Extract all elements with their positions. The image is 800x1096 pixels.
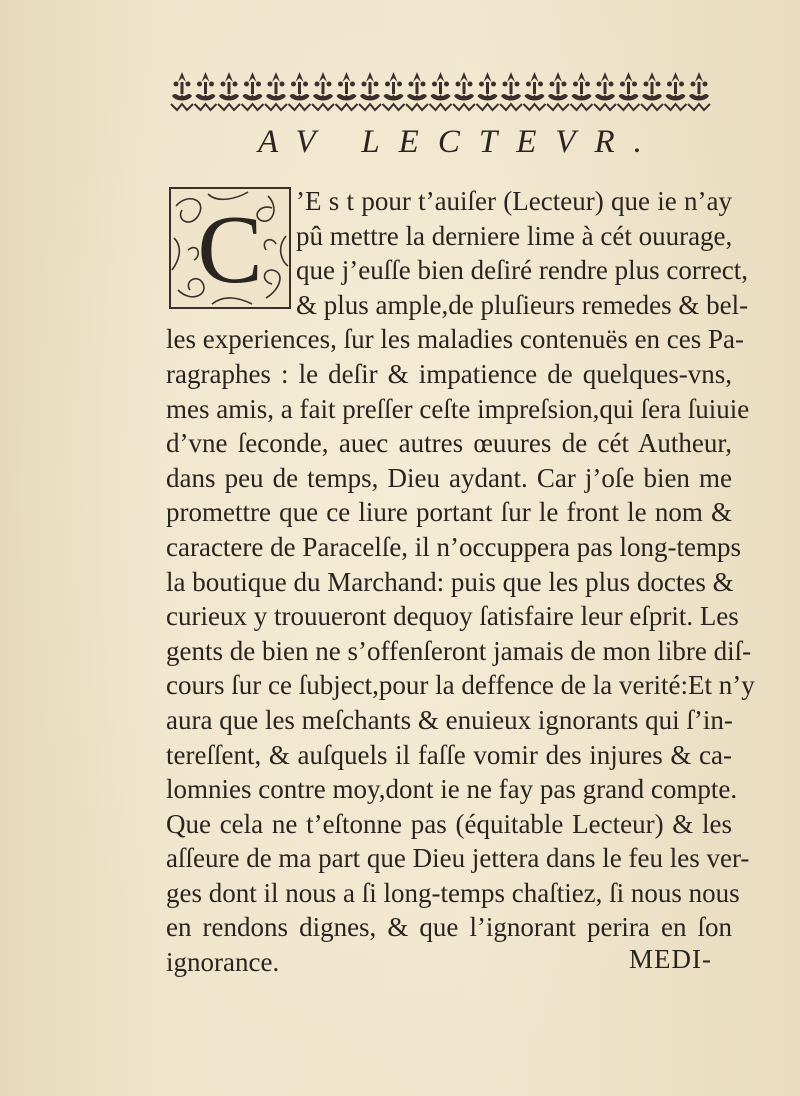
text-line: la boutique du Marchand: puis que les plus doctes &: [166, 566, 734, 597]
text-line: ges dont il nous a ſi long-temps chaſtiez, ſi nous nous: [166, 877, 740, 908]
fleuron-icon: [641, 72, 663, 110]
fleuron-icon: [477, 72, 499, 110]
fleuron-icon: [688, 72, 710, 110]
fleuron-icon: [547, 72, 569, 110]
svg-text:C: C: [197, 196, 263, 304]
text-line: Que cela ne t’eſtonne pas (équitable Lecteur) & les: [166, 808, 732, 839]
fleuron-icon: [453, 72, 475, 110]
text-line: gents de bien ne s’offenſeront jamais de mon libre diſ-: [166, 635, 752, 666]
text-line: en rendons dignes, & que l’ignorant perira en ſon: [166, 912, 732, 943]
fleuron-icon: [594, 72, 616, 110]
text-line: les experiences, ſur les maladies contenuës en ces Pa-: [166, 324, 745, 355]
fleuron-icon: [242, 72, 264, 110]
fleuron-ornament-band: [170, 66, 730, 116]
text-line: aura que les meſchants & enuieux ignorants qui ſ’in-: [166, 704, 733, 735]
fleuron-icon: [618, 72, 640, 110]
fleuron-icon: [430, 72, 452, 110]
fleuron-icon: [171, 72, 193, 110]
catchword: MEDI-: [629, 944, 712, 974]
text-line: lomnies contre moy,dont ie ne fay pas grand compte.: [166, 774, 738, 805]
fleuron-icon: [218, 72, 240, 110]
text-line: tereſſent, & auſquels il faſſe vomir des injures & ca-: [166, 739, 732, 770]
fleuron-icon: [524, 72, 546, 110]
fleuron-icon: [336, 72, 358, 110]
text-line: dans peu de temps, Dieu aydant. Car j’oſe bien me: [166, 462, 732, 493]
text-line: que j’euſſe bien deſiré rendre plus correct,: [296, 255, 749, 286]
text-line: & plus ample,de pluſieurs remedes & bel-: [296, 289, 749, 320]
fleuron-icon: [359, 72, 381, 110]
text-line: cours ſur ce ſubject,pour la deffence de la verité:Et n’y: [166, 670, 755, 701]
text-line: ragraphes : le deſir & impatience de quelques-vns,: [166, 358, 732, 389]
fleuron-icon: [289, 72, 311, 110]
body-text: [166, 184, 755, 980]
fleuron-icon: [665, 72, 687, 110]
text-line: promettre que ce liure portant ſur le front le nom &: [166, 497, 732, 528]
text-line: caractere de Paracelſe, il n’occuppera pas long-temps: [166, 531, 741, 562]
text-line: pû mettre la derniere lime à cét ouurage,: [296, 220, 733, 251]
text-line: ignorance.: [166, 947, 280, 978]
text-line: ’E s t pour t’auiſer (Lecteur) que ie n’ay: [296, 186, 732, 216]
fleuron-icon: [406, 72, 428, 110]
fleuron-icon: [383, 72, 405, 110]
text-line: d’vne ſeconde, auec autres œuures de cét Autheur,: [166, 428, 732, 459]
text-line: curieux y trouueront dequoy ſatisfaire leur eſprit. Les: [166, 601, 739, 632]
fleuron-icon: [265, 72, 287, 110]
fleuron-icon: [312, 72, 334, 110]
page-heading: AV LECTEVR.: [258, 124, 661, 160]
text-line: mes amis, a fait preſſer ceſte impreſsion,qui ſera ſuiuie: [166, 393, 750, 424]
fleuron-icon: [500, 72, 522, 110]
fleuron-icon: [571, 72, 593, 110]
text-line: aſſeure de ma part que Dieu jettera dans le feu les ver-: [166, 843, 750, 874]
fleuron-icon: [195, 72, 217, 110]
